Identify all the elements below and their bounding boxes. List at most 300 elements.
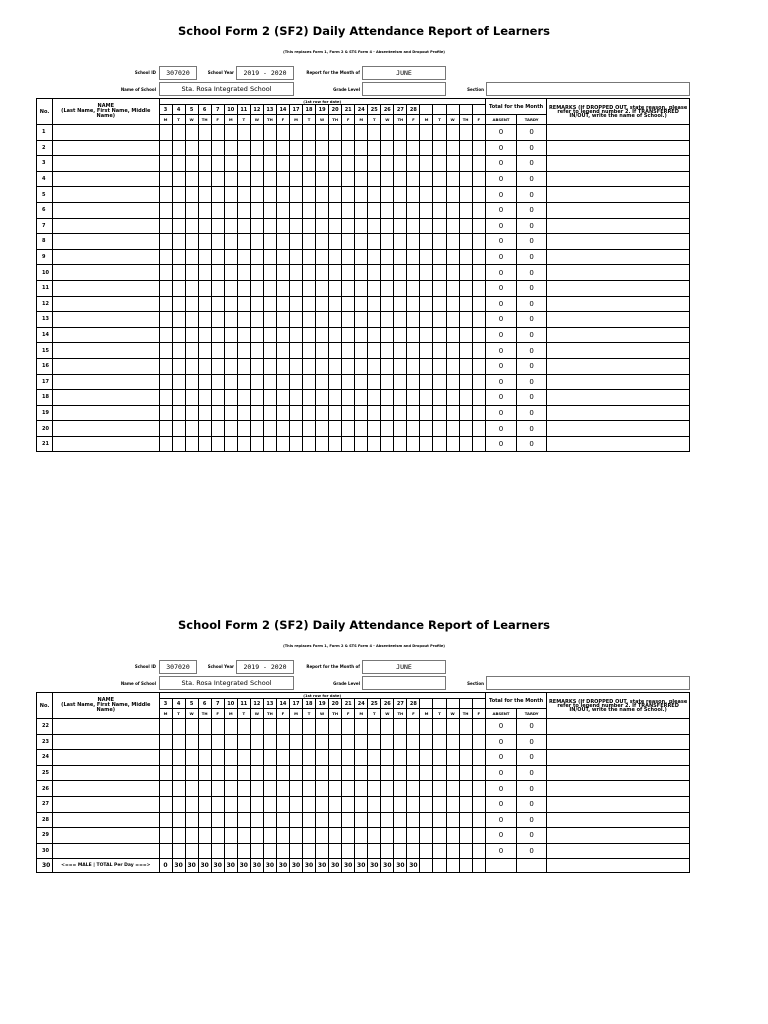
attendance-cell[interactable]: [172, 843, 185, 859]
attendance-cell[interactable]: [263, 374, 276, 390]
attendance-cell[interactable]: [237, 171, 250, 187]
attendance-cell[interactable]: [446, 249, 459, 265]
attendance-cell[interactable]: [211, 812, 224, 828]
attendance-cell[interactable]: [185, 358, 198, 374]
attendance-cell[interactable]: [172, 405, 185, 421]
attendance-cell[interactable]: [433, 796, 446, 812]
attendance-cell[interactable]: [172, 280, 185, 296]
attendance-cell[interactable]: [185, 405, 198, 421]
attendance-cell[interactable]: [472, 843, 485, 859]
attendance-cell[interactable]: [211, 280, 224, 296]
attendance-cell[interactable]: [159, 765, 172, 781]
attendance-cell[interactable]: [250, 796, 263, 812]
attendance-cell[interactable]: [407, 280, 420, 296]
attendance-cell[interactable]: [224, 265, 237, 281]
remarks-cell[interactable]: [547, 234, 690, 250]
attendance-cell[interactable]: [250, 234, 263, 250]
attendance-cell[interactable]: [381, 343, 394, 359]
attendance-cell[interactable]: [342, 750, 355, 766]
learner-name-cell[interactable]: [53, 843, 159, 859]
attendance-cell[interactable]: [381, 796, 394, 812]
attendance-cell[interactable]: [342, 390, 355, 406]
attendance-cell[interactable]: [211, 327, 224, 343]
attendance-cell[interactable]: [368, 719, 381, 735]
attendance-cell[interactable]: [355, 202, 368, 218]
attendance-cell[interactable]: [472, 421, 485, 437]
attendance-cell[interactable]: [316, 843, 329, 859]
attendance-cell[interactable]: [211, 202, 224, 218]
attendance-cell[interactable]: [303, 265, 316, 281]
attendance-cell[interactable]: [289, 828, 302, 844]
learner-name-cell[interactable]: [53, 828, 159, 844]
attendance-cell[interactable]: [433, 374, 446, 390]
attendance-cell[interactable]: [263, 312, 276, 328]
attendance-cell[interactable]: [407, 719, 420, 735]
remarks-cell[interactable]: [547, 249, 690, 265]
attendance-cell[interactable]: [172, 719, 185, 735]
learner-name-cell[interactable]: [53, 358, 159, 374]
attendance-cell[interactable]: [303, 421, 316, 437]
attendance-cell[interactable]: [446, 421, 459, 437]
attendance-cell[interactable]: [276, 436, 289, 452]
attendance-cell[interactable]: [250, 358, 263, 374]
remarks-cell[interactable]: [547, 312, 690, 328]
attendance-cell[interactable]: [381, 374, 394, 390]
attendance-cell[interactable]: [472, 312, 485, 328]
attendance-cell[interactable]: [316, 781, 329, 797]
attendance-cell[interactable]: [459, 265, 472, 281]
attendance-cell[interactable]: [303, 280, 316, 296]
attendance-cell[interactable]: [276, 280, 289, 296]
attendance-cell[interactable]: [381, 405, 394, 421]
attendance-cell[interactable]: [172, 734, 185, 750]
attendance-cell[interactable]: [237, 358, 250, 374]
attendance-cell[interactable]: [394, 140, 407, 156]
attendance-cell[interactable]: [355, 374, 368, 390]
attendance-cell[interactable]: [237, 374, 250, 390]
attendance-cell[interactable]: [172, 125, 185, 141]
attendance-cell[interactable]: [159, 421, 172, 437]
attendance-cell[interactable]: [303, 796, 316, 812]
attendance-cell[interactable]: [224, 390, 237, 406]
attendance-cell[interactable]: [250, 296, 263, 312]
attendance-cell[interactable]: [211, 249, 224, 265]
attendance-cell[interactable]: [303, 312, 316, 328]
attendance-cell[interactable]: [303, 765, 316, 781]
attendance-cell[interactable]: [329, 265, 342, 281]
attendance-cell[interactable]: [446, 202, 459, 218]
attendance-cell[interactable]: [459, 405, 472, 421]
attendance-cell[interactable]: [368, 140, 381, 156]
attendance-cell[interactable]: [329, 796, 342, 812]
attendance-cell[interactable]: [224, 812, 237, 828]
attendance-cell[interactable]: [420, 781, 433, 797]
attendance-cell[interactable]: [446, 187, 459, 203]
attendance-cell[interactable]: [185, 156, 198, 172]
attendance-cell[interactable]: [407, 436, 420, 452]
attendance-cell[interactable]: [263, 202, 276, 218]
attendance-cell[interactable]: [237, 436, 250, 452]
attendance-cell[interactable]: [433, 234, 446, 250]
attendance-cell[interactable]: [446, 843, 459, 859]
attendance-cell[interactable]: [276, 843, 289, 859]
attendance-cell[interactable]: [289, 781, 302, 797]
attendance-cell[interactable]: [394, 249, 407, 265]
attendance-cell[interactable]: [394, 171, 407, 187]
attendance-cell[interactable]: [159, 343, 172, 359]
attendance-cell[interactable]: [250, 750, 263, 766]
attendance-cell[interactable]: [289, 358, 302, 374]
learner-name-cell[interactable]: [53, 421, 159, 437]
attendance-cell[interactable]: [394, 280, 407, 296]
attendance-cell[interactable]: [459, 343, 472, 359]
attendance-cell[interactable]: [211, 343, 224, 359]
attendance-cell[interactable]: [224, 750, 237, 766]
learner-name-cell[interactable]: [53, 296, 159, 312]
attendance-cell[interactable]: [420, 734, 433, 750]
learner-name-cell[interactable]: [53, 265, 159, 281]
attendance-cell[interactable]: [342, 405, 355, 421]
attendance-cell[interactable]: [237, 218, 250, 234]
attendance-cell[interactable]: [355, 125, 368, 141]
attendance-cell[interactable]: [420, 374, 433, 390]
attendance-cell[interactable]: [159, 234, 172, 250]
attendance-cell[interactable]: [368, 218, 381, 234]
attendance-cell[interactable]: [433, 765, 446, 781]
attendance-cell[interactable]: [368, 249, 381, 265]
attendance-cell[interactable]: [459, 140, 472, 156]
attendance-cell[interactable]: [446, 312, 459, 328]
attendance-cell[interactable]: [433, 750, 446, 766]
attendance-cell[interactable]: [472, 249, 485, 265]
remarks-cell[interactable]: [547, 327, 690, 343]
attendance-cell[interactable]: [394, 202, 407, 218]
attendance-cell[interactable]: [420, 390, 433, 406]
attendance-cell[interactable]: [237, 249, 250, 265]
attendance-cell[interactable]: [159, 750, 172, 766]
attendance-cell[interactable]: [342, 156, 355, 172]
remarks-cell[interactable]: [547, 421, 690, 437]
attendance-cell[interactable]: [420, 265, 433, 281]
attendance-cell[interactable]: [185, 719, 198, 735]
attendance-cell[interactable]: [381, 812, 394, 828]
attendance-cell[interactable]: [185, 296, 198, 312]
attendance-cell[interactable]: [355, 187, 368, 203]
attendance-cell[interactable]: [394, 405, 407, 421]
attendance-cell[interactable]: [381, 280, 394, 296]
attendance-cell[interactable]: [472, 202, 485, 218]
learner-name-cell[interactable]: [53, 218, 159, 234]
attendance-cell[interactable]: [159, 140, 172, 156]
attendance-cell[interactable]: [224, 828, 237, 844]
school-year-field[interactable]: 2019 - 2020: [236, 660, 294, 674]
attendance-cell[interactable]: [211, 750, 224, 766]
attendance-cell[interactable]: [459, 796, 472, 812]
attendance-cell[interactable]: [250, 719, 263, 735]
attendance-cell[interactable]: [368, 390, 381, 406]
attendance-cell[interactable]: [394, 781, 407, 797]
attendance-cell[interactable]: [394, 358, 407, 374]
attendance-cell[interactable]: [237, 187, 250, 203]
attendance-cell[interactable]: [172, 343, 185, 359]
attendance-cell[interactable]: [159, 796, 172, 812]
attendance-cell[interactable]: [394, 218, 407, 234]
attendance-cell[interactable]: [446, 436, 459, 452]
attendance-cell[interactable]: [250, 828, 263, 844]
attendance-cell[interactable]: [381, 421, 394, 437]
attendance-cell[interactable]: [289, 812, 302, 828]
attendance-cell[interactable]: [472, 125, 485, 141]
attendance-cell[interactable]: [355, 719, 368, 735]
attendance-cell[interactable]: [250, 202, 263, 218]
attendance-cell[interactable]: [407, 781, 420, 797]
remarks-cell[interactable]: [547, 125, 690, 141]
attendance-cell[interactable]: [159, 374, 172, 390]
attendance-cell[interactable]: [289, 249, 302, 265]
attendance-cell[interactable]: [394, 843, 407, 859]
attendance-cell[interactable]: [289, 296, 302, 312]
remarks-cell[interactable]: [547, 765, 690, 781]
remarks-cell[interactable]: [547, 280, 690, 296]
attendance-cell[interactable]: [381, 390, 394, 406]
attendance-cell[interactable]: [250, 390, 263, 406]
attendance-cell[interactable]: [237, 390, 250, 406]
attendance-cell[interactable]: [420, 125, 433, 141]
attendance-cell[interactable]: [446, 781, 459, 797]
attendance-cell[interactable]: [263, 280, 276, 296]
remarks-cell[interactable]: [547, 828, 690, 844]
attendance-cell[interactable]: [316, 249, 329, 265]
attendance-cell[interactable]: [355, 265, 368, 281]
attendance-cell[interactable]: [446, 343, 459, 359]
attendance-cell[interactable]: [250, 405, 263, 421]
attendance-cell[interactable]: [185, 436, 198, 452]
attendance-cell[interactable]: [407, 312, 420, 328]
attendance-cell[interactable]: [237, 750, 250, 766]
attendance-cell[interactable]: [342, 312, 355, 328]
attendance-cell[interactable]: [224, 843, 237, 859]
attendance-cell[interactable]: [472, 828, 485, 844]
attendance-cell[interactable]: [303, 390, 316, 406]
attendance-cell[interactable]: [355, 296, 368, 312]
attendance-cell[interactable]: [342, 719, 355, 735]
attendance-cell[interactable]: [172, 296, 185, 312]
attendance-cell[interactable]: [159, 781, 172, 797]
attendance-cell[interactable]: [289, 405, 302, 421]
attendance-cell[interactable]: [303, 234, 316, 250]
attendance-cell[interactable]: [211, 218, 224, 234]
attendance-cell[interactable]: [198, 405, 211, 421]
attendance-cell[interactable]: [224, 280, 237, 296]
attendance-cell[interactable]: [472, 405, 485, 421]
attendance-cell[interactable]: [433, 187, 446, 203]
attendance-cell[interactable]: [172, 828, 185, 844]
learner-name-cell[interactable]: [53, 750, 159, 766]
attendance-cell[interactable]: [198, 265, 211, 281]
attendance-cell[interactable]: [198, 312, 211, 328]
attendance-cell[interactable]: [276, 781, 289, 797]
attendance-cell[interactable]: [224, 171, 237, 187]
attendance-cell[interactable]: [407, 374, 420, 390]
attendance-cell[interactable]: [329, 156, 342, 172]
attendance-cell[interactable]: [303, 140, 316, 156]
attendance-cell[interactable]: [368, 374, 381, 390]
attendance-cell[interactable]: [263, 781, 276, 797]
attendance-cell[interactable]: [394, 796, 407, 812]
attendance-cell[interactable]: [407, 234, 420, 250]
attendance-cell[interactable]: [289, 171, 302, 187]
attendance-cell[interactable]: [329, 343, 342, 359]
attendance-cell[interactable]: [420, 405, 433, 421]
attendance-cell[interactable]: [472, 280, 485, 296]
attendance-cell[interactable]: [381, 265, 394, 281]
attendance-cell[interactable]: [368, 296, 381, 312]
attendance-cell[interactable]: [303, 156, 316, 172]
attendance-cell[interactable]: [316, 828, 329, 844]
attendance-cell[interactable]: [446, 265, 459, 281]
attendance-cell[interactable]: [316, 125, 329, 141]
attendance-cell[interactable]: [250, 374, 263, 390]
attendance-cell[interactable]: [381, 187, 394, 203]
attendance-cell[interactable]: [316, 750, 329, 766]
attendance-cell[interactable]: [407, 265, 420, 281]
attendance-cell[interactable]: [368, 421, 381, 437]
learner-name-cell[interactable]: [53, 765, 159, 781]
attendance-cell[interactable]: [185, 421, 198, 437]
attendance-cell[interactable]: [381, 734, 394, 750]
attendance-cell[interactable]: [237, 265, 250, 281]
attendance-cell[interactable]: [407, 734, 420, 750]
attendance-cell[interactable]: [185, 125, 198, 141]
attendance-cell[interactable]: [329, 812, 342, 828]
section-field[interactable]: [486, 82, 690, 96]
attendance-cell[interactable]: [172, 327, 185, 343]
attendance-cell[interactable]: [224, 156, 237, 172]
attendance-cell[interactable]: [407, 421, 420, 437]
attendance-cell[interactable]: [185, 843, 198, 859]
attendance-cell[interactable]: [172, 249, 185, 265]
attendance-cell[interactable]: [394, 436, 407, 452]
attendance-cell[interactable]: [303, 781, 316, 797]
attendance-cell[interactable]: [198, 202, 211, 218]
attendance-cell[interactable]: [420, 436, 433, 452]
learner-name-cell[interactable]: [53, 390, 159, 406]
attendance-cell[interactable]: [263, 719, 276, 735]
attendance-cell[interactable]: [198, 436, 211, 452]
attendance-cell[interactable]: [355, 234, 368, 250]
attendance-cell[interactable]: [172, 265, 185, 281]
attendance-cell[interactable]: [198, 812, 211, 828]
attendance-cell[interactable]: [198, 140, 211, 156]
attendance-cell[interactable]: [381, 750, 394, 766]
attendance-cell[interactable]: [185, 828, 198, 844]
learner-name-cell[interactable]: [53, 374, 159, 390]
remarks-cell[interactable]: [547, 358, 690, 374]
attendance-cell[interactable]: [446, 390, 459, 406]
attendance-cell[interactable]: [316, 343, 329, 359]
attendance-cell[interactable]: [316, 436, 329, 452]
attendance-cell[interactable]: [316, 296, 329, 312]
attendance-cell[interactable]: [459, 812, 472, 828]
attendance-cell[interactable]: [446, 140, 459, 156]
attendance-cell[interactable]: [459, 249, 472, 265]
attendance-cell[interactable]: [446, 812, 459, 828]
attendance-cell[interactable]: [394, 765, 407, 781]
attendance-cell[interactable]: [472, 358, 485, 374]
attendance-cell[interactable]: [211, 312, 224, 328]
attendance-cell[interactable]: [289, 374, 302, 390]
attendance-cell[interactable]: [459, 390, 472, 406]
attendance-cell[interactable]: [446, 765, 459, 781]
attendance-cell[interactable]: [342, 218, 355, 234]
attendance-cell[interactable]: [211, 234, 224, 250]
attendance-cell[interactable]: [446, 358, 459, 374]
attendance-cell[interactable]: [420, 765, 433, 781]
attendance-cell[interactable]: [172, 156, 185, 172]
attendance-cell[interactable]: [407, 218, 420, 234]
attendance-cell[interactable]: [211, 405, 224, 421]
attendance-cell[interactable]: [316, 280, 329, 296]
attendance-cell[interactable]: [329, 781, 342, 797]
attendance-cell[interactable]: [263, 812, 276, 828]
attendance-cell[interactable]: [250, 125, 263, 141]
remarks-cell[interactable]: [547, 265, 690, 281]
attendance-cell[interactable]: [250, 312, 263, 328]
attendance-cell[interactable]: [342, 436, 355, 452]
school-id-field[interactable]: 307020: [159, 660, 197, 674]
attendance-cell[interactable]: [355, 421, 368, 437]
remarks-cell[interactable]: [547, 218, 690, 234]
attendance-cell[interactable]: [381, 327, 394, 343]
attendance-cell[interactable]: [224, 374, 237, 390]
attendance-cell[interactable]: [211, 358, 224, 374]
attendance-cell[interactable]: [420, 343, 433, 359]
attendance-cell[interactable]: [237, 843, 250, 859]
attendance-cell[interactable]: [198, 843, 211, 859]
attendance-cell[interactable]: [224, 296, 237, 312]
attendance-cell[interactable]: [303, 734, 316, 750]
attendance-cell[interactable]: [263, 750, 276, 766]
attendance-cell[interactable]: [303, 343, 316, 359]
attendance-cell[interactable]: [263, 436, 276, 452]
attendance-cell[interactable]: [276, 421, 289, 437]
attendance-cell[interactable]: [329, 828, 342, 844]
attendance-cell[interactable]: [472, 296, 485, 312]
remarks-cell[interactable]: [547, 343, 690, 359]
learner-name-cell[interactable]: [53, 156, 159, 172]
learner-name-cell[interactable]: [53, 125, 159, 141]
attendance-cell[interactable]: [250, 218, 263, 234]
attendance-cell[interactable]: [381, 234, 394, 250]
attendance-cell[interactable]: [224, 218, 237, 234]
attendance-cell[interactable]: [459, 171, 472, 187]
attendance-cell[interactable]: [185, 734, 198, 750]
attendance-cell[interactable]: [250, 187, 263, 203]
attendance-cell[interactable]: [303, 405, 316, 421]
remarks-cell[interactable]: [547, 156, 690, 172]
remarks-cell[interactable]: [547, 436, 690, 452]
attendance-cell[interactable]: [394, 265, 407, 281]
attendance-cell[interactable]: [237, 140, 250, 156]
attendance-cell[interactable]: [276, 719, 289, 735]
attendance-cell[interactable]: [472, 218, 485, 234]
attendance-cell[interactable]: [224, 358, 237, 374]
report-month-field[interactable]: JUNE: [362, 66, 446, 80]
attendance-cell[interactable]: [368, 171, 381, 187]
attendance-cell[interactable]: [211, 140, 224, 156]
attendance-cell[interactable]: [381, 249, 394, 265]
attendance-cell[interactable]: [198, 343, 211, 359]
